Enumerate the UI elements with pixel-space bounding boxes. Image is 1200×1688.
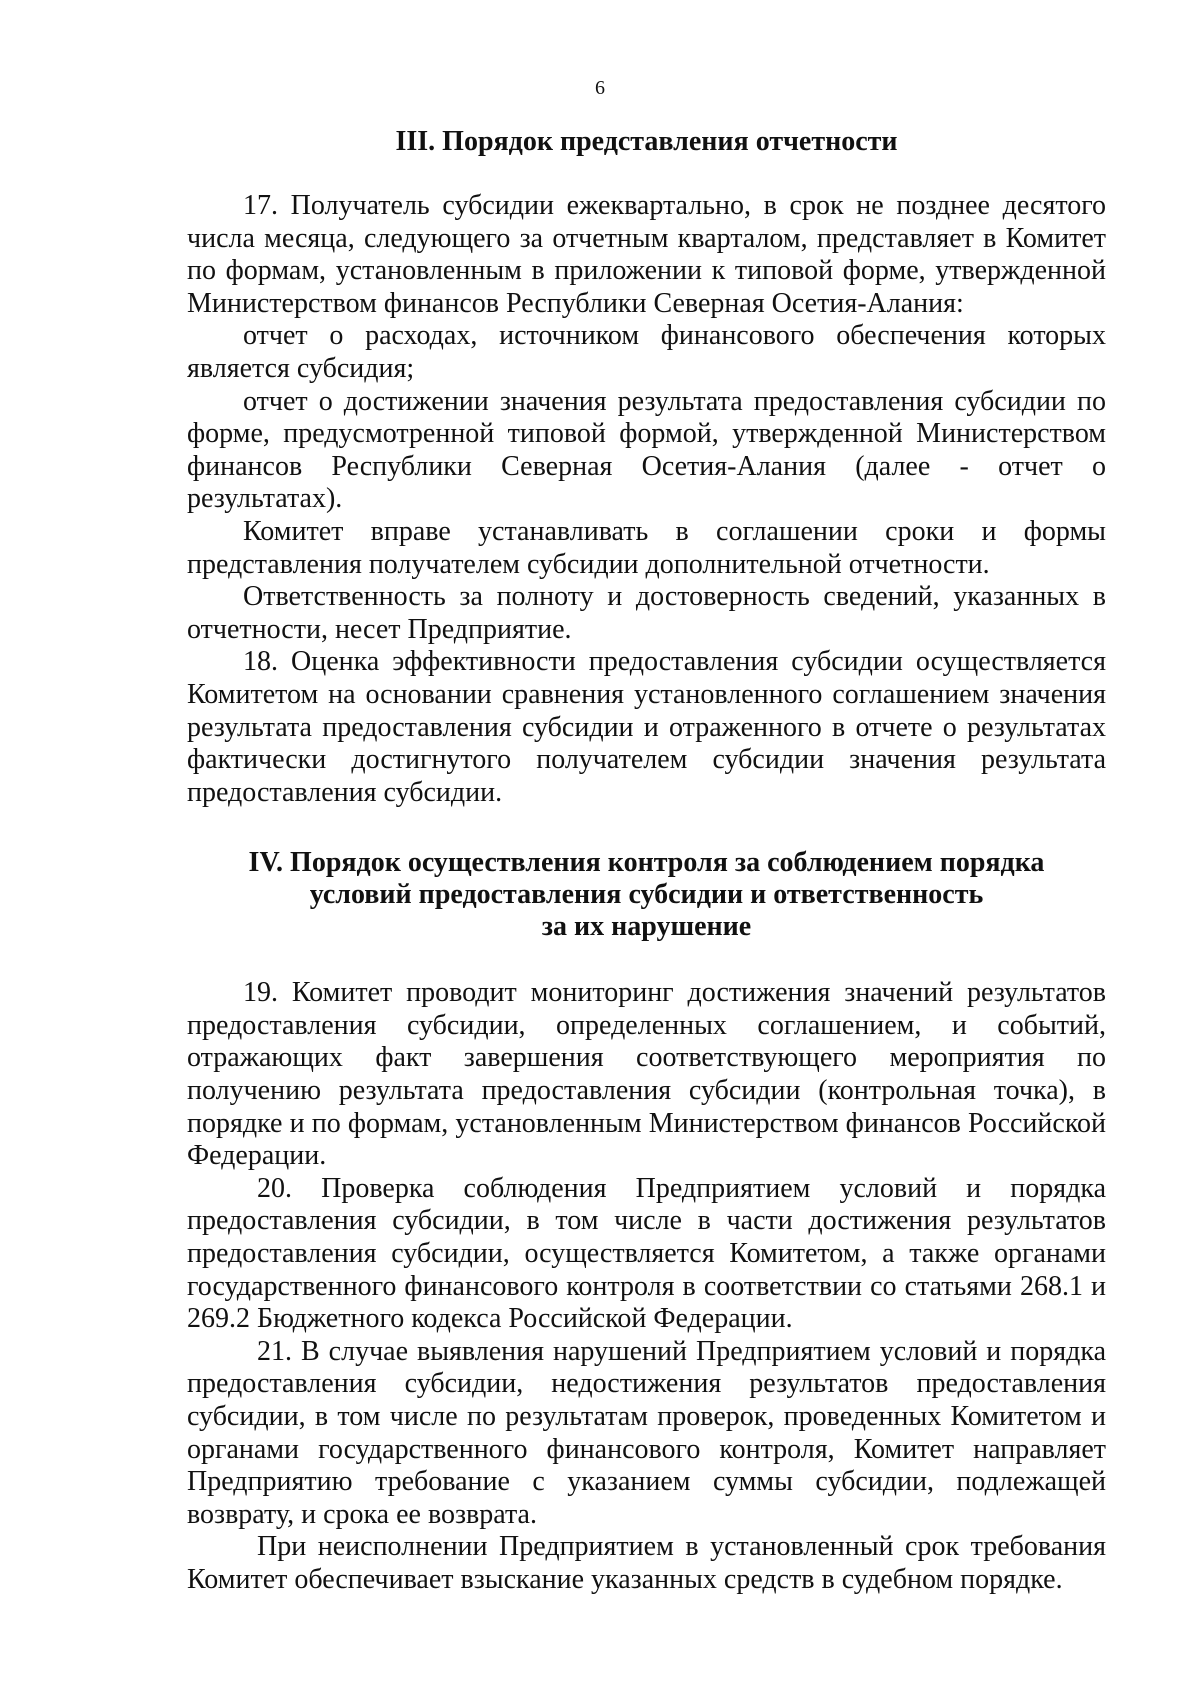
paragraph-21: 21. В случае выявления нарушений Предприятием условий и порядка предоставления субсидии, недостижения результатов предоставления субсидии, в том числе по результатам проверок, проведенных Комитетом и органами государственного финансового контроля, Комитет направляет Предприятию требование с указанием суммы субсидии, подлежащей возврату, и срока ее возврата. — [187, 1335, 1106, 1530]
section-3-heading: III. Порядок представления отчетности — [395, 126, 898, 157]
paragraph-responsibility: Ответственность за полноту и достоверность сведений, указанных в отчетности, несет Предприятие. — [187, 581, 1106, 645]
section-4-heading-line-1: IV. Порядок осуществления контроля за соблюдением порядка — [248, 847, 1045, 879]
paragraph-recovery: При неисполнении Предприятием в установленный срок требования Комитет обеспечивает взыскание указанных средств в судебном порядке. — [187, 1531, 1106, 1595]
paragraph-additional-reporting: Комитет вправе устанавливать в соглашении сроки и формы представления получателем субсидии дополнительной отчетности. — [187, 515, 1106, 580]
paragraph-18: 18. Оценка эффективности предоставления субсидии осуществляется Комитетом на основании сравнения установленного соглашением значения результата предоставления субсидии и отраженного в отчете о результатах фактически достигнутого получателем субсидии значения результата предоставления субсидии. — [187, 646, 1106, 808]
paragraph-19: 19. Комитет проводит мониторинг достижения значений результатов предоставления субсидии, определенных соглашением, и событий, отражающих факт завершения соответствующего мероприятия по получению результата предоставления субсидии (контрольная точка), в порядке и по формам, установленным Министерством финансов Российской Федерации. — [187, 977, 1106, 1172]
paragraph-20: 20. Проверка соблюдения Предприятием условий и порядка предоставления субсидии, в том числе в части достижения результатов предоставления субсидии, осуществляется Комитетом, а также органами государственного финансового контроля в соответствии со статьями 268.1 и 269.2 Бюджетного кодекса Российской Федерации. — [187, 1172, 1106, 1335]
page-number: 6 — [595, 77, 605, 99]
paragraph-17: 17. Получатель субсидии ежеквартально, в срок не позднее десятого числа месяца, следующего за отчетным кварталом, представляет в Комитет по формам, установленным в приложении к типовой форме, утвержденной Министерством финансов Республики Северная Осетия-Алания: — [187, 190, 1106, 319]
paragraph-results-report: отчет о достижении значения результата предоставления субсидии по форме, предусмотренной типовой формой, утвержденной Министерством финансов Республики Северная Осетия-Алания (далее - отчет о результатах). — [187, 385, 1106, 515]
section-4-heading-line-3: за их нарушение — [541, 911, 752, 943]
document-body — [187, 126, 1106, 1597]
paragraph-expense-report: отчет о расходах, источником финансового обеспечения которых является субсидия; — [187, 320, 1106, 384]
section-4-heading-line-2: условий предоставления субсидии и ответственность — [309, 879, 984, 911]
section-4-heading — [187, 847, 1106, 943]
